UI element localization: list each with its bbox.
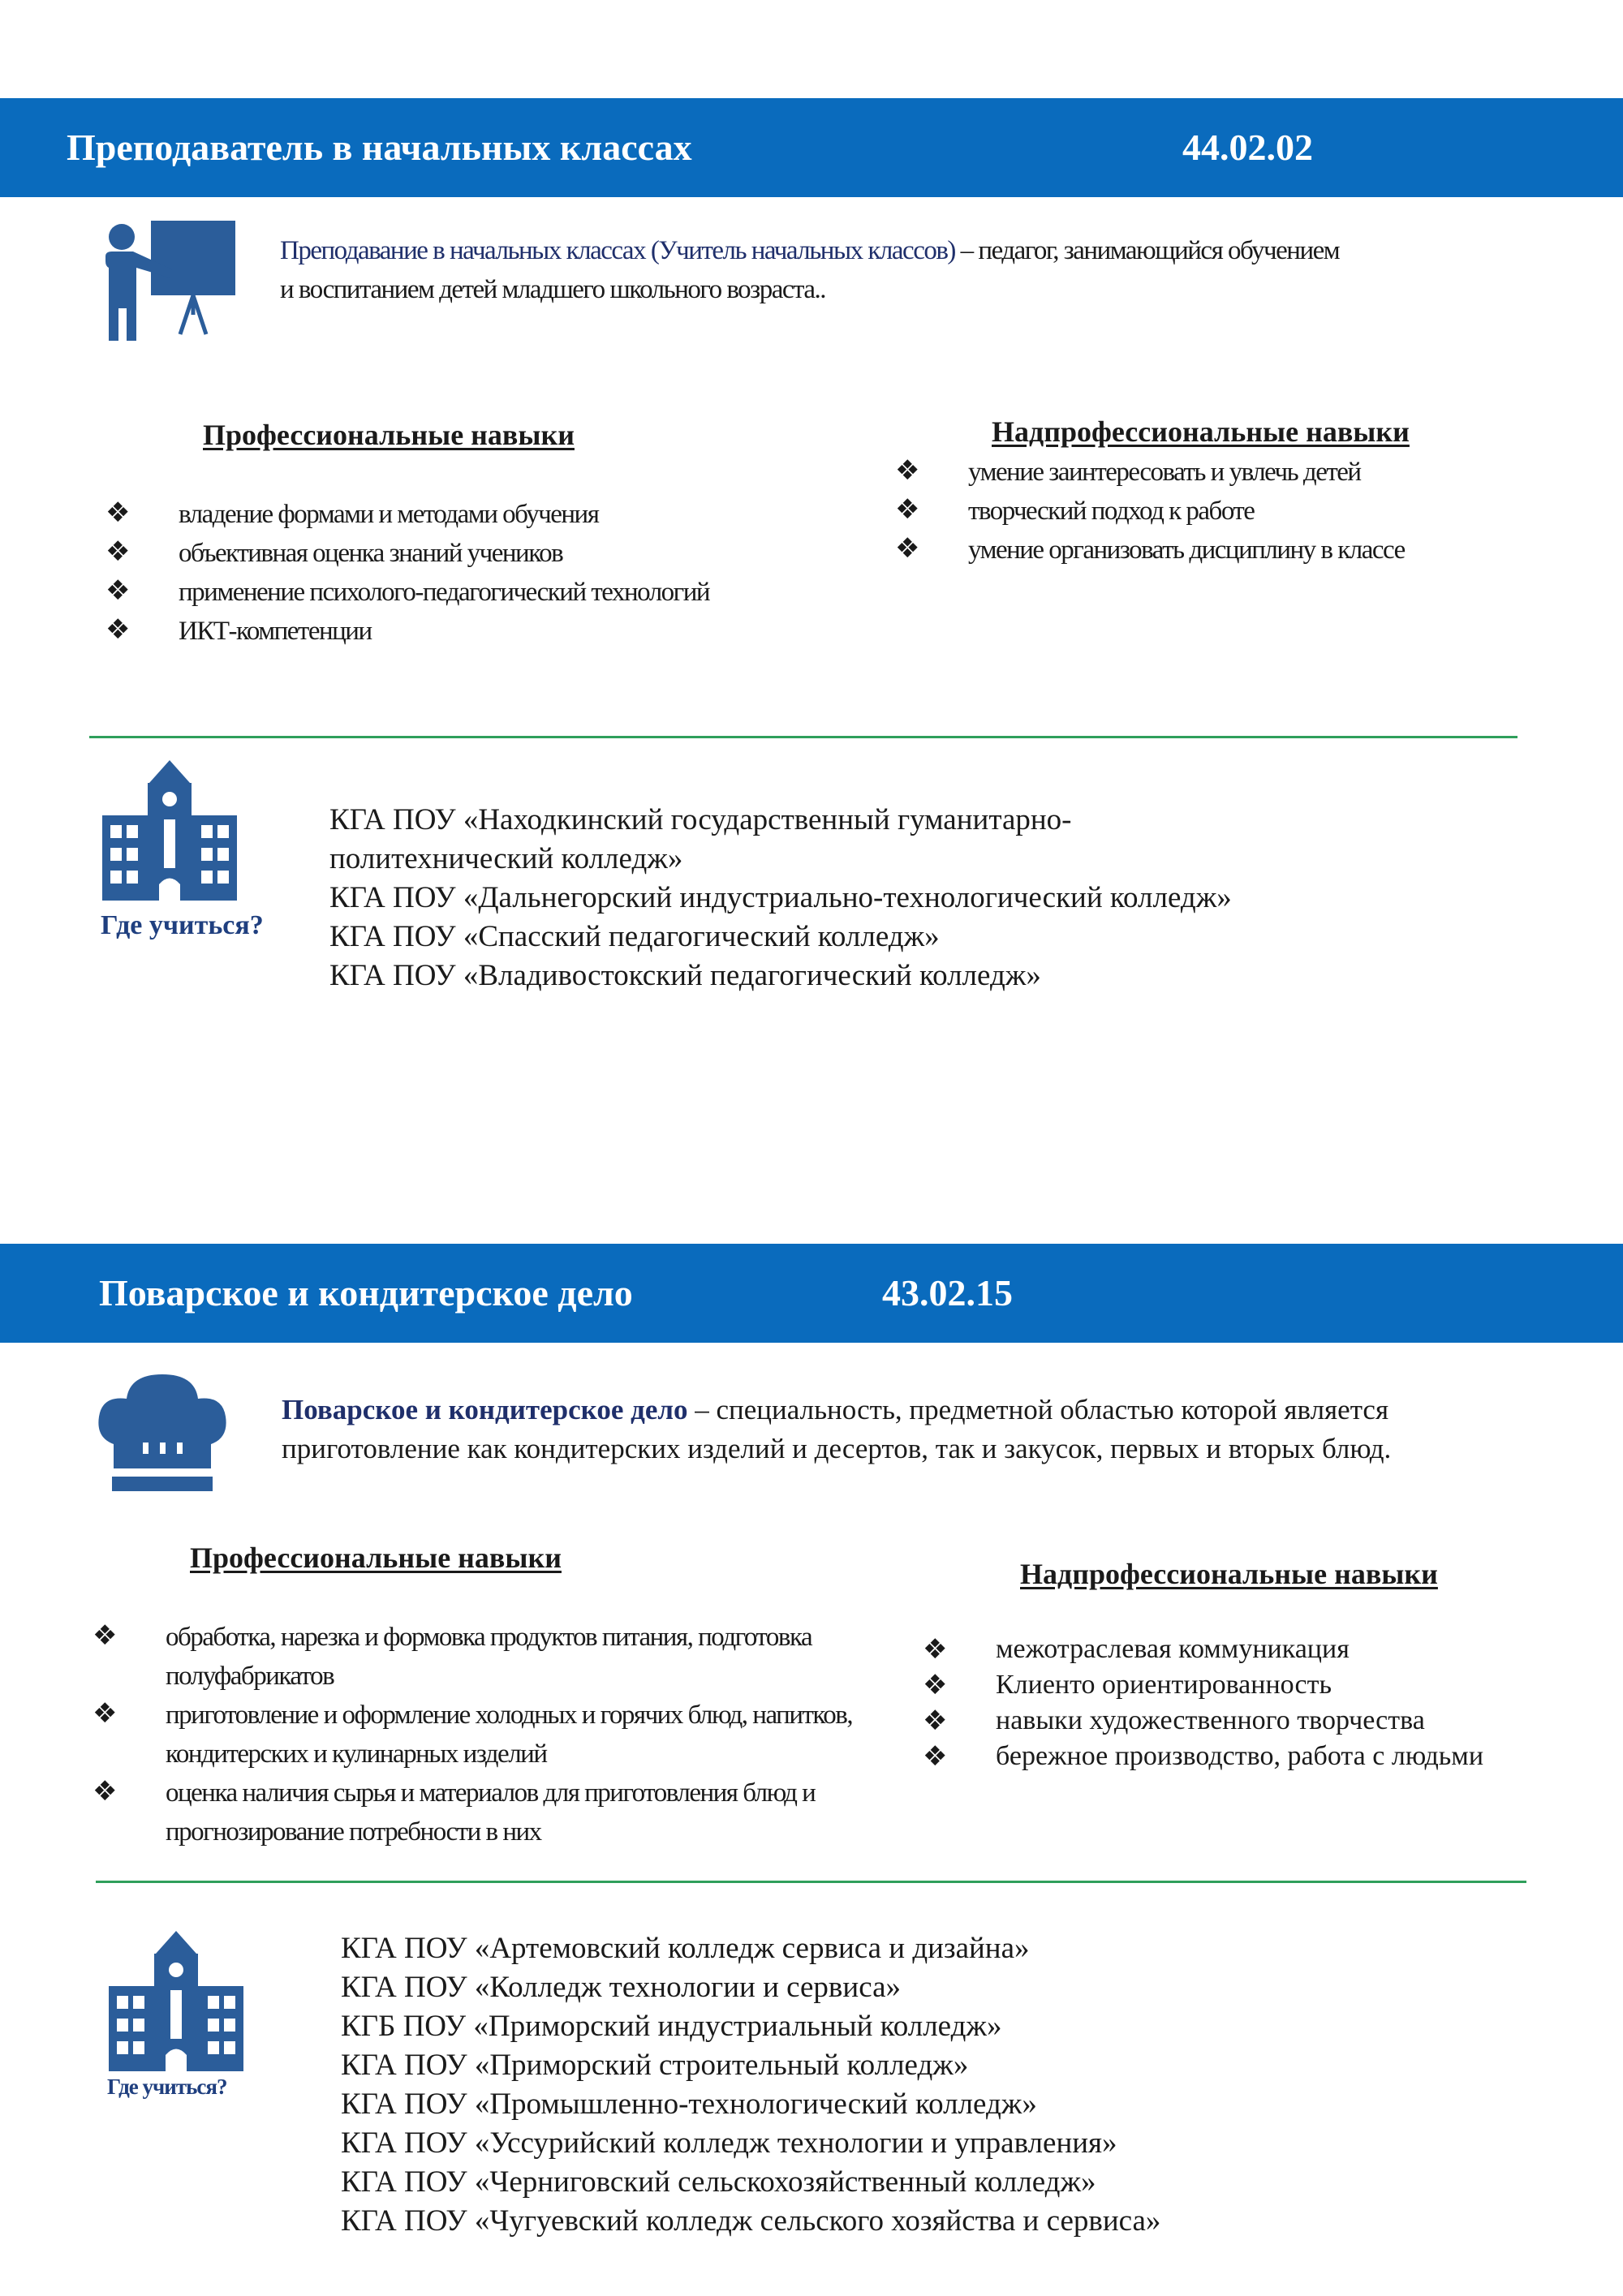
list-item: КГА ПОУ «Владивостокский педагогический колледж» bbox=[329, 959, 1041, 992]
diamond-bullet-icon: ❖ bbox=[93, 1619, 116, 1652]
list-item: КГА ПОУ «Промышленно-технологический колледж» bbox=[341, 2087, 1037, 2121]
diamond-bullet-icon: ❖ bbox=[923, 1633, 948, 1666]
list-item: ❖ обработка, нарезка и формовка продуктов питания, подготовка полуфабрикатов bbox=[93, 1619, 812, 1691]
diamond-bullet-icon: ❖ bbox=[923, 1740, 948, 1773]
list-item: ❖ приготовление и оформление холодных и горячих блюд, напитков, кондитерских и кулинарных изделий bbox=[93, 1697, 853, 1769]
list-item: КГА ПОУ «Колледж технологии и сервиса» bbox=[341, 1971, 901, 2004]
section-2-banner bbox=[0, 1244, 1623, 1343]
section-1-where-label: Где учиться? bbox=[101, 910, 264, 940]
diamond-bullet-icon: ❖ bbox=[93, 1697, 116, 1730]
section-1-title: Преподаватель в начальных классах bbox=[67, 127, 692, 168]
section-2-soft-list bbox=[923, 1632, 1572, 1774]
list-item: КГА ПОУ «Уссурийский колледж технологии и управления» bbox=[341, 2126, 1117, 2160]
list-item: КГА ПОУ «Находкинский государственный гуманитарно- bbox=[329, 803, 1072, 836]
section-1-professional-list bbox=[105, 495, 852, 651]
list-item: КГБ ПОУ «Приморский индустриальный колледж» bbox=[341, 2010, 1002, 2043]
list-item: ❖ межотраслевая коммуникация bbox=[923, 1633, 1350, 1666]
list-item: ❖ навыки художественного творчества bbox=[923, 1705, 1425, 1737]
list-item: ❖ применение психолого-педагогический технологий bbox=[105, 574, 710, 607]
section-1-description bbox=[280, 231, 1546, 309]
section-1-banner bbox=[0, 98, 1623, 197]
diamond-bullet-icon: ❖ bbox=[923, 1669, 948, 1701]
list-item: КГА ПОУ «Артемовский колледж сервиса и дизайна» bbox=[341, 1932, 1030, 1965]
list-item: ❖ бережное производство, работа с людьми bbox=[923, 1740, 1484, 1773]
section-2-term: Поварское и кондитерское дело bbox=[282, 1394, 688, 1425]
diamond-bullet-icon: ❖ bbox=[105, 574, 129, 607]
diamond-bullet-icon: ❖ bbox=[105, 535, 129, 568]
section-2-title: Поварское и кондитерское дело bbox=[99, 1272, 633, 1314]
section-2-description-line2: приготовление как кондитерских изделий и десертов, так и закусок, первых и вторых блюд. bbox=[282, 1433, 1392, 1464]
list-item: КГА ПОУ «Чугуевский колледж сельского хозяйства и сервиса» bbox=[341, 2204, 1161, 2238]
section-2-professional-list bbox=[93, 1618, 904, 1851]
section-1-soft-heading: Надпрофессиональные навыки bbox=[992, 415, 1410, 448]
list-item: ❖ Клиенто ориентированность bbox=[923, 1669, 1332, 1701]
list-item: ❖ умение организовать дисциплину в классе bbox=[895, 532, 1405, 565]
section-1-soft-list bbox=[895, 453, 1463, 570]
list-item: ❖ оценка наличия сырья и материалов для приготовления блюд и прогнозирование потребности в них bbox=[93, 1775, 816, 1847]
section-2-soft-heading: Надпрофессиональные навыки bbox=[1020, 1558, 1438, 1590]
list-item: ❖ творческий подход к работе bbox=[895, 493, 1255, 526]
list-item: ❖ объективная оценка знаний учеников bbox=[105, 535, 563, 568]
list-item: ❖ умение заинтересовать и увлечь детей bbox=[895, 454, 1361, 487]
diamond-bullet-icon: ❖ bbox=[895, 493, 919, 526]
diamond-bullet-icon: ❖ bbox=[105, 497, 129, 529]
teacher-board-icon bbox=[101, 219, 239, 349]
section-1-description-line2: и воспитанием детей младшего школьного возраста.. bbox=[280, 275, 825, 304]
section-1-code: 44.02.02 bbox=[1182, 127, 1313, 168]
section-2-description bbox=[282, 1391, 1596, 1468]
section-2-professional-heading: Профессиональные навыки bbox=[190, 1541, 562, 1574]
list-item: КГА ПОУ «Приморский строительный колледж» bbox=[341, 2049, 969, 2082]
diamond-bullet-icon: ❖ bbox=[923, 1705, 948, 1737]
section-1-professional-heading: Профессиональные навыки bbox=[203, 419, 575, 451]
section-1-colleges-list bbox=[329, 801, 1232, 995]
list-item: КГА ПОУ «Черниговский сельскохозяйственный колледж» bbox=[341, 2165, 1096, 2199]
diamond-bullet-icon: ❖ bbox=[105, 613, 129, 646]
list-item: КГА ПОУ «Дальнегорский индустриально-технологический колледж» bbox=[329, 881, 1232, 914]
section-2-where-label: Где учиться? bbox=[107, 2075, 227, 2099]
section-1-divider bbox=[89, 736, 1518, 738]
diamond-bullet-icon: ❖ bbox=[895, 532, 919, 565]
section-1-description-line1: – педагог, занимающийся обучением bbox=[954, 236, 1340, 265]
section-2-divider bbox=[96, 1881, 1526, 1883]
section-1-term: Преподавание в начальных классах (Учитель начальных классов) bbox=[280, 236, 955, 265]
list-item: КГА ПОУ «Спасский педагогический колледж» bbox=[329, 920, 940, 953]
section-2-colleges-list bbox=[341, 1929, 1160, 2241]
list-item: ❖ владение формами и методами обучения bbox=[105, 497, 599, 529]
college-building-icon bbox=[101, 759, 239, 901]
list-item: политехнический колледж» bbox=[329, 842, 683, 875]
list-item: ❖ ИКТ-компетенции bbox=[105, 613, 372, 646]
section-2-description-line1: – специальность, предметной областью которой является bbox=[687, 1394, 1389, 1425]
diamond-bullet-icon: ❖ bbox=[93, 1775, 116, 1808]
chef-hat-icon bbox=[96, 1371, 230, 1493]
college-building-icon bbox=[107, 1929, 245, 2071]
section-2-code: 43.02.15 bbox=[882, 1272, 1013, 1314]
diamond-bullet-icon: ❖ bbox=[895, 454, 919, 487]
